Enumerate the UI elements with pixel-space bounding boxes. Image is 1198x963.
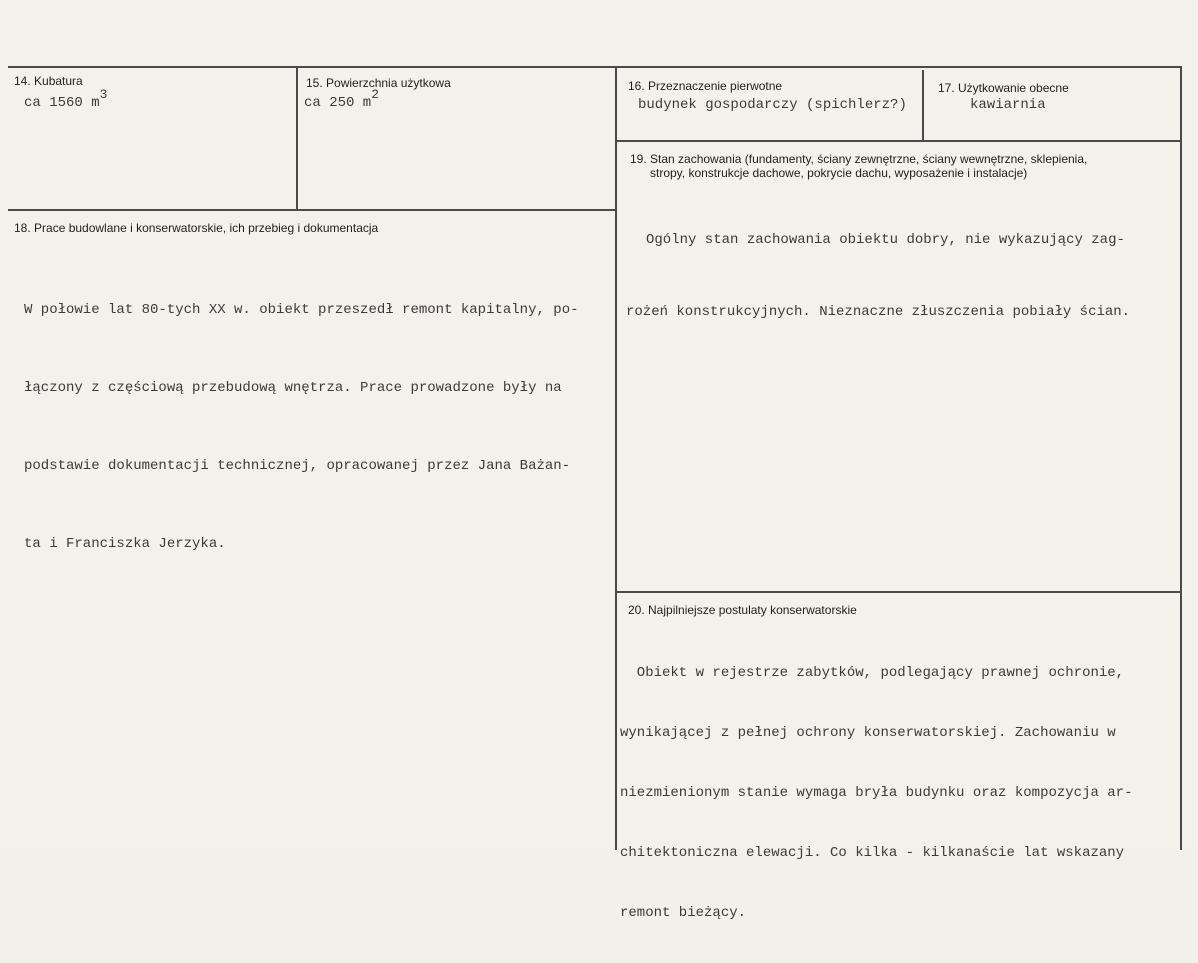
divider-15-16 (615, 66, 617, 850)
field-16-value: budynek gospodarczy (spichlerz?) (638, 97, 907, 113)
field-18-line: ta i Franciszka Jerzyka. (24, 536, 226, 552)
rule-under-16-17 (617, 140, 1182, 142)
field-20-line: Obiekt w rejestrze zabytków, podlegający prawnej ochronie, (620, 665, 1125, 681)
field-20-line: wynikającej z pełnej ochrony konserwatorskiej. Zachowaniu w (620, 725, 1116, 741)
divider-16-17 (922, 70, 924, 142)
field-18-line: podstawie dokumentacji technicznej, opracowanej przez Jana Bażan- (24, 458, 571, 474)
field-15-unit-exponent: 2 (371, 87, 380, 102)
rule-under-19 (617, 591, 1180, 593)
rule-under-14-15 (8, 209, 616, 211)
field-14-unit-exponent: 3 (99, 87, 108, 102)
field-20-label: 20. Najpilniejsze postulaty konserwatorskie (628, 603, 857, 617)
field-20-line: remont bieżący. (620, 905, 747, 921)
field-14-label: 14. Kubatura (14, 74, 83, 88)
field-14-value (24, 87, 108, 115)
field-19-label-line1: 19. Stan zachowania (fundamenty, ściany zewnętrzne, ściany wewnętrzne, sklepienia, (630, 152, 1088, 166)
field-18-line: łączony z częściową przebudową wnętrza. Prace prowadzone były na (24, 380, 562, 396)
field-20-line: chitektoniczna elewacji. Co kilka - kilkanaście lat wskazany (620, 845, 1125, 861)
field-17-label: 17. Użytkowanie obecne (938, 81, 1069, 95)
divider-14-15 (296, 66, 298, 210)
field-14-value-text: ca 1560 m (24, 95, 100, 111)
field-19-label-line2: stropy, konstrukcje dachowe, pokrycie dachu, wyposażenie i instalacje) (650, 166, 1028, 180)
right-edge (1180, 66, 1182, 850)
field-18-line: W połowie lat 80-tych XX w. obiekt przeszedł remont kapitalny, po- (24, 302, 579, 318)
field-19-text (626, 180, 1130, 372)
field-19-line: rożeń konstrukcyjnych. Nieznaczne złuszczenia pobiały ścian. (626, 304, 1131, 320)
field-20-text (620, 623, 1132, 963)
field-17-value: kawiarnia (970, 97, 1046, 113)
field-15-value-text: ca 250 m (304, 95, 372, 111)
field-15-value (304, 87, 380, 115)
field-19-line: Ogólny stan zachowania obiektu dobry, nie wykazujący zag- (646, 232, 1125, 248)
field-16-label: 16. Przeznaczenie pierwotne (628, 79, 783, 93)
top-rule (8, 66, 1182, 68)
field-15-label: 15. Powierzchnia użytkowa (306, 76, 451, 90)
field-18-text (24, 245, 579, 609)
field-20-line: niezmienionym stanie wymaga bryła budynku oraz kompozycja ar- (620, 785, 1133, 801)
field-18-label: 18. Prace budowlane i konserwatorskie, ich przebieg i dokumentacja (14, 221, 379, 235)
